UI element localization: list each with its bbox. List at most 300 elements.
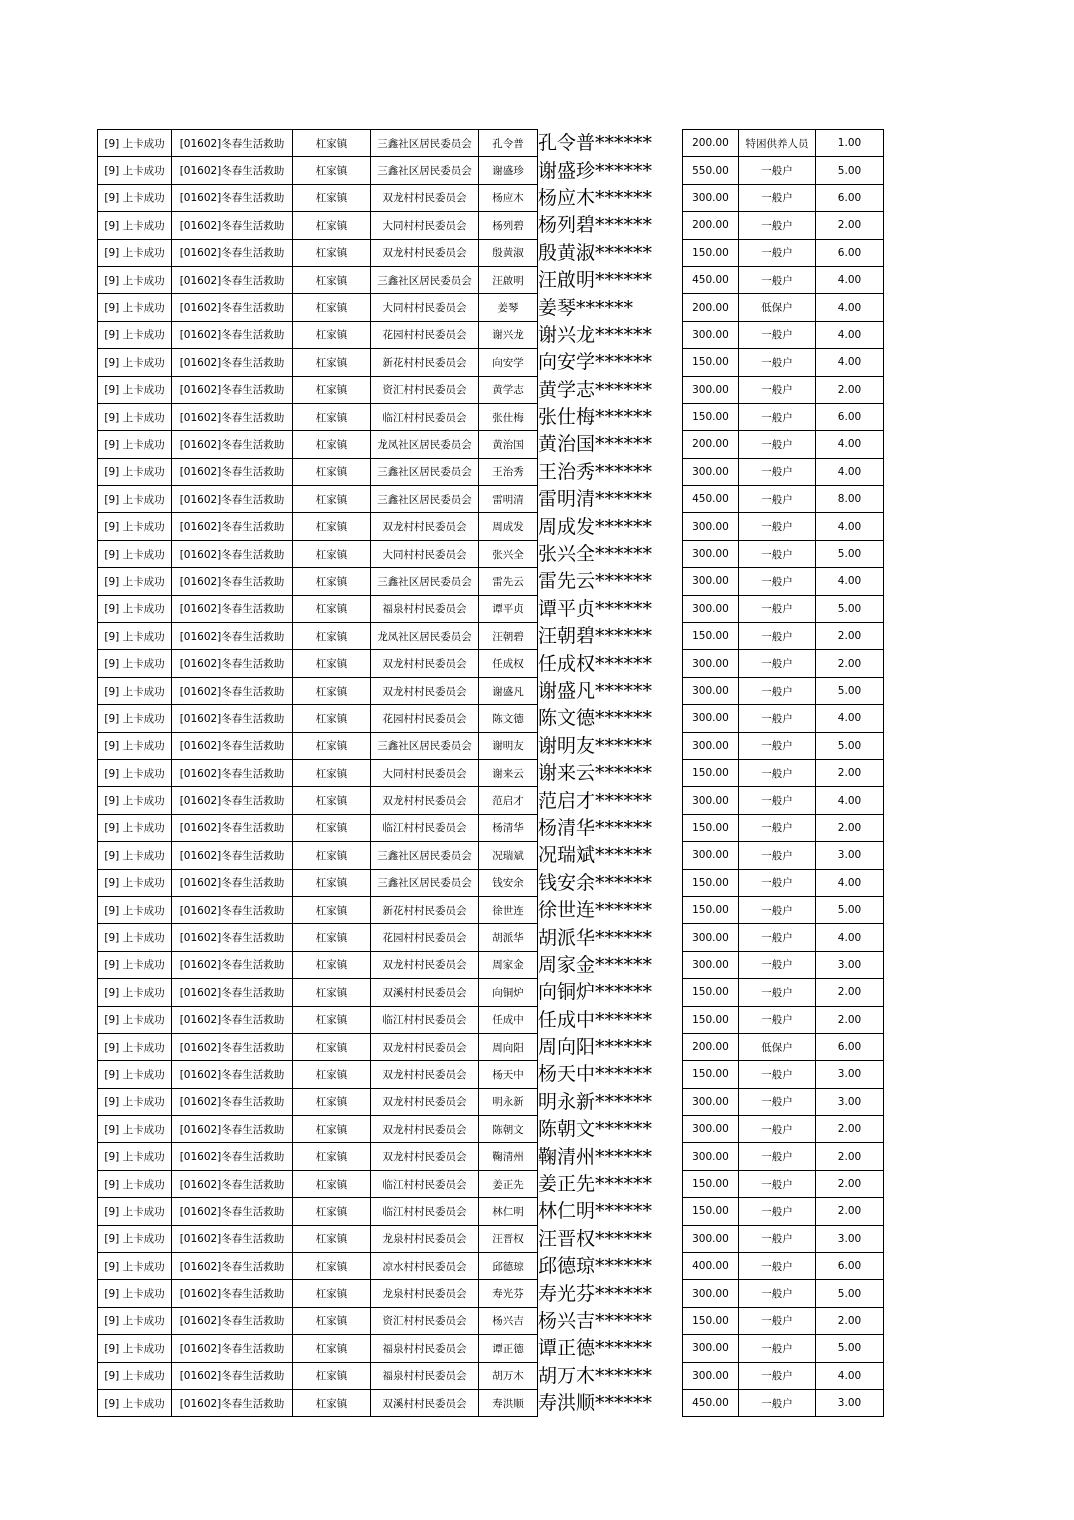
table-row bbox=[98, 458, 884, 485]
table-row bbox=[98, 513, 884, 540]
amount-cell: 300.00 bbox=[683, 787, 739, 814]
project-cell: [01602]冬春生活救助 bbox=[172, 842, 293, 869]
town-cell: 杠家镇 bbox=[293, 1143, 371, 1170]
table-row bbox=[98, 294, 884, 321]
committee-cell: 双龙村村民委员会 bbox=[371, 1088, 479, 1115]
household-type-cell: 一般户 bbox=[739, 1061, 816, 1088]
recipient-name-cell: 谭平贞 bbox=[479, 595, 538, 622]
status-cell: [9] 上卡成功 bbox=[98, 1253, 172, 1280]
recipient-name-cell: 谢兴龙 bbox=[479, 321, 538, 348]
status-cell: [9] 上卡成功 bbox=[98, 705, 172, 732]
project-cell: [01602]冬春生活救助 bbox=[172, 732, 293, 759]
household-size-cell: 4.00 bbox=[816, 266, 884, 293]
town-cell: 杠家镇 bbox=[293, 376, 371, 403]
recipient-name-cell: 寿光芬 bbox=[479, 1280, 538, 1307]
project-cell: [01602]冬春生活救助 bbox=[172, 1061, 293, 1088]
table-row bbox=[98, 1088, 884, 1115]
amount-cell: 300.00 bbox=[683, 677, 739, 704]
household-type-cell: 一般户 bbox=[739, 486, 816, 513]
recipient-name-cell: 周成发 bbox=[479, 513, 538, 540]
project-cell: [01602]冬春生活救助 bbox=[172, 869, 293, 896]
household-size-cell: 3.00 bbox=[816, 1088, 884, 1115]
recipient-name-cell: 雷明清 bbox=[479, 486, 538, 513]
masked-name-cell: 徐世连****** bbox=[538, 899, 653, 922]
masked-name-cell: 杨列碧****** bbox=[538, 214, 653, 237]
project-cell: [01602]冬春生活救助 bbox=[172, 787, 293, 814]
household-type-cell: 一般户 bbox=[739, 759, 816, 786]
household-size-cell: 4.00 bbox=[816, 568, 884, 595]
household-size-cell: 3.00 bbox=[816, 951, 884, 978]
committee-cell: 双龙村村民委员会 bbox=[371, 951, 479, 978]
project-cell: [01602]冬春生活救助 bbox=[172, 212, 293, 239]
table-row bbox=[98, 951, 884, 978]
amount-cell: 200.00 bbox=[683, 294, 739, 321]
status-cell: [9] 上卡成功 bbox=[98, 1006, 172, 1033]
status-cell: [9] 上卡成功 bbox=[98, 951, 172, 978]
amount-cell: 150.00 bbox=[683, 403, 739, 430]
committee-cell: 龙凤社区居民委员会 bbox=[371, 623, 479, 650]
amount-cell: 300.00 bbox=[683, 1362, 739, 1389]
recipient-name-cell: 邱德琼 bbox=[479, 1253, 538, 1280]
table-row bbox=[98, 623, 884, 650]
project-cell: [01602]冬春生活救助 bbox=[172, 924, 293, 951]
town-cell: 杠家镇 bbox=[293, 650, 371, 677]
masked-name-cell: 谭平贞****** bbox=[538, 597, 653, 620]
town-cell: 杠家镇 bbox=[293, 294, 371, 321]
household-type-cell: 一般户 bbox=[739, 896, 816, 923]
table-row bbox=[98, 595, 884, 622]
household-type-cell: 一般户 bbox=[739, 842, 816, 869]
household-size-cell: 4.00 bbox=[816, 431, 884, 458]
table-row bbox=[98, 239, 884, 266]
household-type-cell: 一般户 bbox=[739, 1088, 816, 1115]
committee-cell: 福泉村村民委员会 bbox=[371, 595, 479, 622]
recipient-name-cell: 任成权 bbox=[479, 650, 538, 677]
household-type-cell: 一般户 bbox=[739, 1280, 816, 1307]
town-cell: 杠家镇 bbox=[293, 431, 371, 458]
status-cell: [9] 上卡成功 bbox=[98, 1198, 172, 1225]
table-row bbox=[98, 650, 884, 677]
amount-cell: 450.00 bbox=[683, 266, 739, 293]
amount-cell: 300.00 bbox=[683, 705, 739, 732]
household-type-cell: 一般户 bbox=[739, 349, 816, 376]
household-type-cell: 一般户 bbox=[739, 513, 816, 540]
committee-cell: 临江村村民委员会 bbox=[371, 1198, 479, 1225]
town-cell: 杠家镇 bbox=[293, 486, 371, 513]
recipient-name-cell: 范启才 bbox=[479, 787, 538, 814]
masked-name-cell: 钱安余****** bbox=[538, 871, 653, 894]
household-size-cell: 2.00 bbox=[816, 1006, 884, 1033]
recipient-name-cell: 钱安余 bbox=[479, 869, 538, 896]
amount-cell: 300.00 bbox=[683, 184, 739, 211]
masked-name-cell: 谭正德****** bbox=[538, 1337, 653, 1360]
project-cell: [01602]冬春生活救助 bbox=[172, 979, 293, 1006]
project-cell: [01602]冬春生活救助 bbox=[172, 568, 293, 595]
masked-name-cell: 雷先云****** bbox=[538, 570, 653, 593]
household-size-cell: 4.00 bbox=[816, 787, 884, 814]
masked-name-cell: 况瑞斌****** bbox=[538, 844, 653, 867]
table-row bbox=[98, 568, 884, 595]
project-cell: [01602]冬春生活救助 bbox=[172, 705, 293, 732]
amount-cell: 200.00 bbox=[683, 431, 739, 458]
household-type-cell: 一般户 bbox=[739, 677, 816, 704]
recipient-name-cell: 谢盛凡 bbox=[479, 677, 538, 704]
status-cell: [9] 上卡成功 bbox=[98, 184, 172, 211]
committee-cell: 双溪村村民委员会 bbox=[371, 979, 479, 1006]
household-type-cell: 低保户 bbox=[739, 1033, 816, 1060]
recipient-name-cell: 殷黄淑 bbox=[479, 239, 538, 266]
town-cell: 杠家镇 bbox=[293, 1170, 371, 1197]
status-cell: [9] 上卡成功 bbox=[98, 157, 172, 184]
committee-cell: 双龙村村民委员会 bbox=[371, 1061, 479, 1088]
status-cell: [9] 上卡成功 bbox=[98, 1389, 172, 1416]
amount-cell: 300.00 bbox=[683, 650, 739, 677]
project-cell: [01602]冬春生活救助 bbox=[172, 759, 293, 786]
amount-cell: 450.00 bbox=[683, 486, 739, 513]
project-cell: [01602]冬春生活救助 bbox=[172, 513, 293, 540]
project-cell: [01602]冬春生活救助 bbox=[172, 1335, 293, 1362]
status-cell: [9] 上卡成功 bbox=[98, 431, 172, 458]
project-cell: [01602]冬春生活救助 bbox=[172, 623, 293, 650]
recipient-name-cell: 明永新 bbox=[479, 1088, 538, 1115]
town-cell: 杠家镇 bbox=[293, 623, 371, 650]
table-row bbox=[98, 130, 884, 157]
recipient-name-cell: 况瑞斌 bbox=[479, 842, 538, 869]
household-size-cell: 4.00 bbox=[816, 924, 884, 951]
household-type-cell: 一般户 bbox=[739, 212, 816, 239]
household-size-cell: 4.00 bbox=[816, 458, 884, 485]
status-cell: [9] 上卡成功 bbox=[98, 513, 172, 540]
household-size-cell: 6.00 bbox=[816, 403, 884, 430]
project-cell: [01602]冬春生活救助 bbox=[172, 814, 293, 841]
household-type-cell: 一般户 bbox=[739, 431, 816, 458]
amount-cell: 300.00 bbox=[683, 842, 739, 869]
status-cell: [9] 上卡成功 bbox=[98, 650, 172, 677]
table-row bbox=[98, 486, 884, 513]
project-cell: [01602]冬春生活救助 bbox=[172, 1198, 293, 1225]
project-cell: [01602]冬春生活救助 bbox=[172, 1362, 293, 1389]
recipient-name-cell: 杨应木 bbox=[479, 184, 538, 211]
household-size-cell: 2.00 bbox=[816, 376, 884, 403]
recipient-name-cell: 张兴全 bbox=[479, 540, 538, 567]
committee-cell: 资汇村村民委员会 bbox=[371, 1307, 479, 1334]
table-row bbox=[98, 1362, 884, 1389]
status-cell: [9] 上卡成功 bbox=[98, 403, 172, 430]
status-cell: [9] 上卡成功 bbox=[98, 376, 172, 403]
recipient-name-cell: 谢盛珍 bbox=[479, 157, 538, 184]
committee-cell: 三鑫社区居民委员会 bbox=[371, 157, 479, 184]
committee-cell: 花园村村民委员会 bbox=[371, 924, 479, 951]
masked-name-cell: 杨应木****** bbox=[538, 186, 653, 209]
masked-name-cell: 谢盛珍****** bbox=[538, 159, 653, 182]
amount-cell: 150.00 bbox=[683, 623, 739, 650]
status-cell: [9] 上卡成功 bbox=[98, 458, 172, 485]
project-cell: [01602]冬春生活救助 bbox=[172, 650, 293, 677]
amount-cell: 300.00 bbox=[683, 1335, 739, 1362]
table-row bbox=[98, 814, 884, 841]
amount-cell: 300.00 bbox=[683, 1116, 739, 1143]
status-cell: [9] 上卡成功 bbox=[98, 732, 172, 759]
recipient-name-cell: 孔令普 bbox=[479, 130, 538, 157]
project-cell: [01602]冬春生活救助 bbox=[172, 376, 293, 403]
masked-name-cell: 明永新****** bbox=[538, 1090, 653, 1113]
household-type-cell: 一般户 bbox=[739, 869, 816, 896]
town-cell: 杠家镇 bbox=[293, 1116, 371, 1143]
table-row bbox=[98, 896, 884, 923]
town-cell: 杠家镇 bbox=[293, 266, 371, 293]
household-type-cell: 一般户 bbox=[739, 787, 816, 814]
recipient-name-cell: 胡派华 bbox=[479, 924, 538, 951]
recipient-name-cell: 谢来云 bbox=[479, 759, 538, 786]
household-type-cell: 一般户 bbox=[739, 623, 816, 650]
status-cell: [9] 上卡成功 bbox=[98, 979, 172, 1006]
table-row bbox=[98, 1170, 884, 1197]
table-row bbox=[98, 266, 884, 293]
masked-name-cell: 胡万木****** bbox=[538, 1364, 653, 1387]
masked-name-cell: 周成发****** bbox=[538, 515, 653, 538]
status-cell: [9] 上卡成功 bbox=[98, 1116, 172, 1143]
household-type-cell: 一般户 bbox=[739, 979, 816, 1006]
masked-name-cell: 王治秀****** bbox=[538, 460, 653, 483]
masked-name-cell: 任成权****** bbox=[538, 652, 653, 675]
table-row bbox=[98, 1280, 884, 1307]
masked-name-cell: 谢明友****** bbox=[538, 734, 653, 757]
town-cell: 杠家镇 bbox=[293, 787, 371, 814]
committee-cell: 临江村村民委员会 bbox=[371, 1006, 479, 1033]
household-type-cell: 一般户 bbox=[739, 1362, 816, 1389]
masked-name-cell: 雷明清****** bbox=[538, 488, 653, 511]
household-size-cell: 2.00 bbox=[816, 1307, 884, 1334]
household-type-cell: 一般户 bbox=[739, 266, 816, 293]
recipient-name-cell: 杨清华 bbox=[479, 814, 538, 841]
status-cell: [9] 上卡成功 bbox=[98, 924, 172, 951]
household-type-cell: 一般户 bbox=[739, 650, 816, 677]
recipient-name-cell: 张仕梅 bbox=[479, 403, 538, 430]
household-size-cell: 4.00 bbox=[816, 869, 884, 896]
table-row bbox=[98, 787, 884, 814]
table-body bbox=[98, 130, 884, 1417]
masked-name-cell: 谢来云****** bbox=[538, 762, 653, 785]
amount-cell: 150.00 bbox=[683, 1198, 739, 1225]
project-cell: [01602]冬春生活救助 bbox=[172, 130, 293, 157]
table-row bbox=[98, 403, 884, 430]
project-cell: [01602]冬春生活救助 bbox=[172, 1006, 293, 1033]
masked-name-cell: 周家金****** bbox=[538, 953, 653, 976]
committee-cell: 新花村村民委员会 bbox=[371, 896, 479, 923]
town-cell: 杠家镇 bbox=[293, 951, 371, 978]
amount-cell: 300.00 bbox=[683, 458, 739, 485]
town-cell: 杠家镇 bbox=[293, 212, 371, 239]
table-row bbox=[98, 157, 884, 184]
town-cell: 杠家镇 bbox=[293, 1033, 371, 1060]
masked-name-cell: 姜正先****** bbox=[538, 1173, 653, 1196]
masked-name-cell: 陈文德****** bbox=[538, 707, 653, 730]
household-size-cell: 4.00 bbox=[816, 705, 884, 732]
amount-cell: 150.00 bbox=[683, 1170, 739, 1197]
household-size-cell: 5.00 bbox=[816, 677, 884, 704]
amount-cell: 550.00 bbox=[683, 157, 739, 184]
committee-cell: 大同村村民委员会 bbox=[371, 759, 479, 786]
project-cell: [01602]冬春生活救助 bbox=[172, 486, 293, 513]
masked-name-cell: 向安学****** bbox=[538, 351, 653, 374]
town-cell: 杠家镇 bbox=[293, 1335, 371, 1362]
table-row bbox=[98, 732, 884, 759]
committee-cell: 双龙村村民委员会 bbox=[371, 677, 479, 704]
recipient-name-cell: 任成中 bbox=[479, 1006, 538, 1033]
town-cell: 杠家镇 bbox=[293, 458, 371, 485]
household-size-cell: 3.00 bbox=[816, 1225, 884, 1252]
amount-cell: 150.00 bbox=[683, 896, 739, 923]
status-cell: [9] 上卡成功 bbox=[98, 1280, 172, 1307]
project-cell: [01602]冬春生活救助 bbox=[172, 321, 293, 348]
town-cell: 杠家镇 bbox=[293, 349, 371, 376]
town-cell: 杠家镇 bbox=[293, 1389, 371, 1416]
committee-cell: 福泉村村民委员会 bbox=[371, 1362, 479, 1389]
committee-cell: 双龙村村民委员会 bbox=[371, 184, 479, 211]
committee-cell: 福泉村村民委员会 bbox=[371, 1335, 479, 1362]
recipient-name-cell: 陈文德 bbox=[479, 705, 538, 732]
household-size-cell: 4.00 bbox=[816, 1362, 884, 1389]
committee-cell: 三鑫社区居民委员会 bbox=[371, 130, 479, 157]
household-type-cell: 一般户 bbox=[739, 1170, 816, 1197]
amount-cell: 150.00 bbox=[683, 979, 739, 1006]
project-cell: [01602]冬春生活救助 bbox=[172, 239, 293, 266]
household-size-cell: 5.00 bbox=[816, 732, 884, 759]
amount-cell: 150.00 bbox=[683, 349, 739, 376]
status-cell: [9] 上卡成功 bbox=[98, 1088, 172, 1115]
masked-name-cell: 鞠清州****** bbox=[538, 1145, 653, 1168]
town-cell: 杠家镇 bbox=[293, 842, 371, 869]
amount-cell: 300.00 bbox=[683, 540, 739, 567]
status-cell: [9] 上卡成功 bbox=[98, 266, 172, 293]
recipient-name-cell: 谢明友 bbox=[479, 732, 538, 759]
project-cell: [01602]冬春生活救助 bbox=[172, 1253, 293, 1280]
household-size-cell: 5.00 bbox=[816, 595, 884, 622]
amount-cell: 150.00 bbox=[683, 759, 739, 786]
project-cell: [01602]冬春生活救助 bbox=[172, 896, 293, 923]
household-type-cell: 特困供养人员 bbox=[739, 130, 816, 157]
town-cell: 杠家镇 bbox=[293, 732, 371, 759]
town-cell: 杠家镇 bbox=[293, 705, 371, 732]
town-cell: 杠家镇 bbox=[293, 1307, 371, 1334]
household-type-cell: 一般户 bbox=[739, 376, 816, 403]
masked-name-cell: 寿光芬****** bbox=[538, 1282, 653, 1305]
recipient-name-cell: 谭正德 bbox=[479, 1335, 538, 1362]
household-type-cell: 一般户 bbox=[739, 321, 816, 348]
table-row bbox=[98, 1307, 884, 1334]
masked-name-cell: 杨清华****** bbox=[538, 816, 653, 839]
project-cell: [01602]冬春生活救助 bbox=[172, 349, 293, 376]
project-cell: [01602]冬春生活救助 bbox=[172, 1389, 293, 1416]
masked-name-cell: 寿洪顺****** bbox=[538, 1392, 653, 1415]
project-cell: [01602]冬春生活救助 bbox=[172, 540, 293, 567]
table-row bbox=[98, 321, 884, 348]
town-cell: 杠家镇 bbox=[293, 595, 371, 622]
amount-cell: 150.00 bbox=[683, 239, 739, 266]
household-type-cell: 一般户 bbox=[739, 458, 816, 485]
masked-name-cell: 杨天中****** bbox=[538, 1063, 653, 1086]
town-cell: 杠家镇 bbox=[293, 1006, 371, 1033]
project-cell: [01602]冬春生活救助 bbox=[172, 1307, 293, 1334]
household-type-cell: 一般户 bbox=[739, 595, 816, 622]
status-cell: [9] 上卡成功 bbox=[98, 212, 172, 239]
committee-cell: 双龙村村民委员会 bbox=[371, 239, 479, 266]
relief-roster-table-wrapper bbox=[97, 129, 883, 1417]
committee-cell: 临江村村民委员会 bbox=[371, 1170, 479, 1197]
household-size-cell: 2.00 bbox=[816, 979, 884, 1006]
status-cell: [9] 上卡成功 bbox=[98, 568, 172, 595]
town-cell: 杠家镇 bbox=[293, 1253, 371, 1280]
recipient-name-cell: 姜正先 bbox=[479, 1170, 538, 1197]
household-size-cell: 5.00 bbox=[816, 157, 884, 184]
committee-cell: 临江村村民委员会 bbox=[371, 403, 479, 430]
table-row bbox=[98, 376, 884, 403]
town-cell: 杠家镇 bbox=[293, 403, 371, 430]
status-cell: [9] 上卡成功 bbox=[98, 787, 172, 814]
committee-cell: 双龙村村民委员会 bbox=[371, 1116, 479, 1143]
status-cell: [9] 上卡成功 bbox=[98, 321, 172, 348]
masked-name-cell: 汪晋权****** bbox=[538, 1227, 653, 1250]
masked-name-cell: 张兴全****** bbox=[538, 543, 653, 566]
household-type-cell: 一般户 bbox=[739, 814, 816, 841]
town-cell: 杠家镇 bbox=[293, 513, 371, 540]
table-row bbox=[98, 677, 884, 704]
amount-cell: 450.00 bbox=[683, 1389, 739, 1416]
town-cell: 杠家镇 bbox=[293, 1362, 371, 1389]
committee-cell: 双龙村村民委员会 bbox=[371, 1143, 479, 1170]
recipient-name-cell: 姜琴 bbox=[479, 294, 538, 321]
status-cell: [9] 上卡成功 bbox=[98, 349, 172, 376]
household-size-cell: 5.00 bbox=[816, 896, 884, 923]
committee-cell: 三鑫社区居民委员会 bbox=[371, 568, 479, 595]
committee-cell: 双龙村村民委员会 bbox=[371, 1033, 479, 1060]
status-cell: [9] 上卡成功 bbox=[98, 1033, 172, 1060]
project-cell: [01602]冬春生活救助 bbox=[172, 1033, 293, 1060]
table-row bbox=[98, 924, 884, 951]
table-row bbox=[98, 1198, 884, 1225]
masked-name-cell: 黄学志****** bbox=[538, 378, 653, 401]
committee-cell: 双溪村村民委员会 bbox=[371, 1389, 479, 1416]
household-size-cell: 2.00 bbox=[816, 650, 884, 677]
masked-name-cell: 谢兴龙****** bbox=[538, 323, 653, 346]
recipient-name-cell: 鞠清州 bbox=[479, 1143, 538, 1170]
committee-cell: 龙泉村村民委员会 bbox=[371, 1280, 479, 1307]
town-cell: 杠家镇 bbox=[293, 979, 371, 1006]
table-row bbox=[98, 212, 884, 239]
table-row bbox=[98, 869, 884, 896]
recipient-name-cell: 胡万木 bbox=[479, 1362, 538, 1389]
project-cell: [01602]冬春生活救助 bbox=[172, 431, 293, 458]
town-cell: 杠家镇 bbox=[293, 239, 371, 266]
masked-name-cell: 汪朝碧****** bbox=[538, 625, 653, 648]
project-cell: [01602]冬春生活救助 bbox=[172, 403, 293, 430]
household-size-cell: 2.00 bbox=[816, 212, 884, 239]
recipient-name-cell: 陈朝文 bbox=[479, 1116, 538, 1143]
project-cell: [01602]冬春生活救助 bbox=[172, 184, 293, 211]
household-type-cell: 一般户 bbox=[739, 951, 816, 978]
household-type-cell: 一般户 bbox=[739, 1335, 816, 1362]
masked-name-cell: 张仕梅****** bbox=[538, 406, 653, 429]
masked-name-cell: 任成中****** bbox=[538, 1008, 653, 1031]
town-cell: 杠家镇 bbox=[293, 157, 371, 184]
masked-name-cell: 陈朝文****** bbox=[538, 1118, 653, 1141]
household-type-cell: 低保户 bbox=[739, 294, 816, 321]
household-size-cell: 5.00 bbox=[816, 1335, 884, 1362]
household-type-cell: 一般户 bbox=[739, 568, 816, 595]
committee-cell: 三鑫社区居民委员会 bbox=[371, 486, 479, 513]
project-cell: [01602]冬春生活救助 bbox=[172, 157, 293, 184]
status-cell: [9] 上卡成功 bbox=[98, 294, 172, 321]
